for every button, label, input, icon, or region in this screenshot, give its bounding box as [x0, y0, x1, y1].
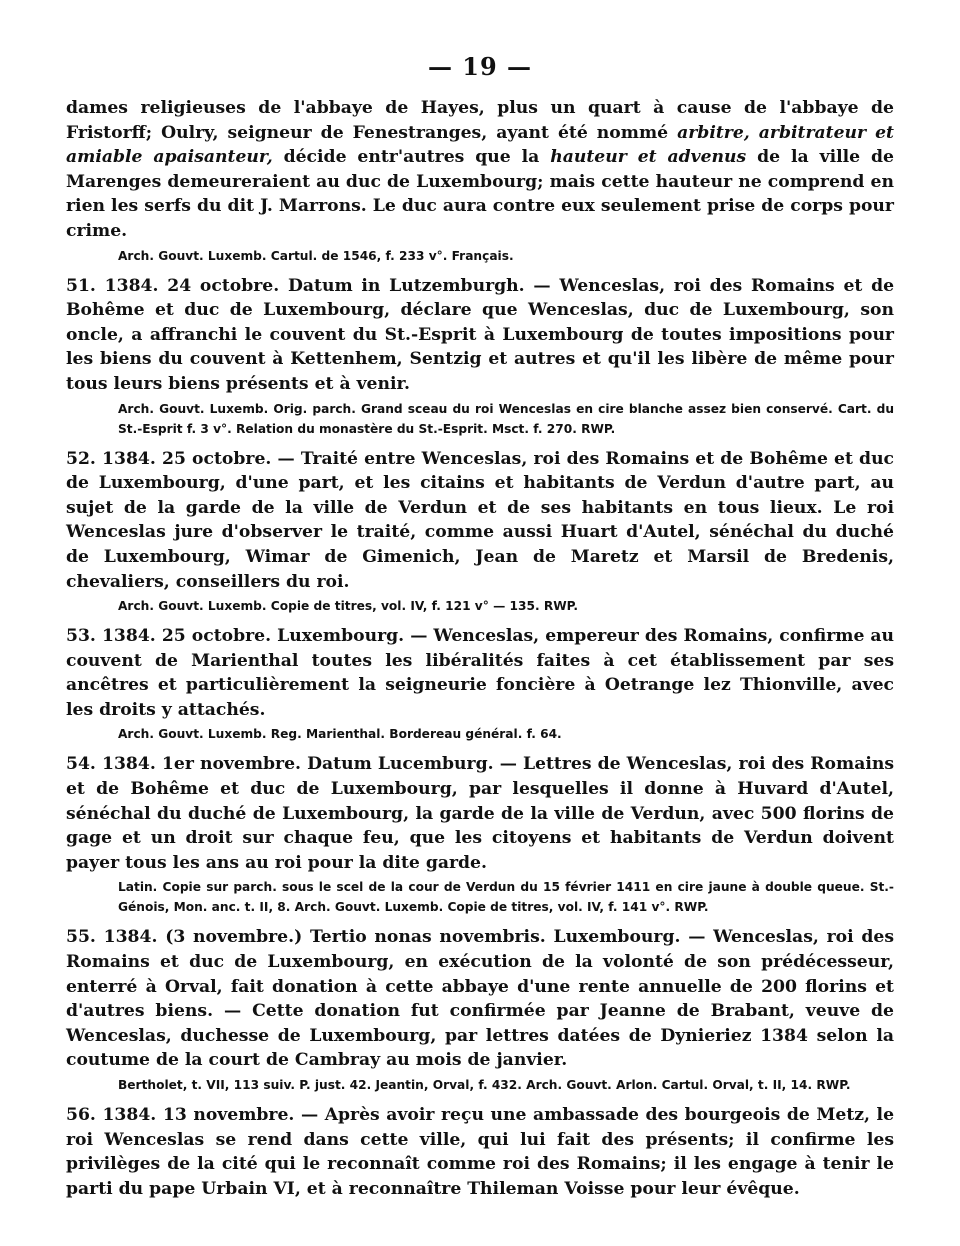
entry-number: 54.	[66, 754, 96, 775]
archive-reference: Arch. Gouvt. Luxemb. Cartul. de 1546, f. 233 v°. Français.	[118, 248, 514, 263]
entry-year: 1384.	[102, 754, 156, 775]
archive-reference: Bertholet, t. VII, 113 suiv. P. just. 42. Jeantin, Orval, f. 432. Arch. Gouvt. Arlon. Cartul. Orval, t. II, 14. RWP.	[118, 1078, 851, 1092]
entry-year: 1384.	[103, 927, 158, 948]
entry-text	[66, 752, 894, 875]
archive-reference: Arch. Gouvt. Luxemb. Orig. parch. Grand sceau du roi Wenceslas en cire blanche assez bien conservé. Cart. du St.-Esprit f. 3 v°. Relation du monastère du St.-Esprit. Msct. f. 270. RWP.	[118, 401, 894, 436]
entry-body: — Wenceslas, roi des Romains et de Bohême et duc de Luxembourg, déclare que Wenceslas, duc de Luxembourg, son oncle, a affranchi le couvent du St.-Esprit à Luxembourg de toutes impositions pour les biens du couvent à Kettenhem, Sentzig et autres et qu'il les libère de même pour tous leurs biens présents et à venir.	[66, 275, 895, 394]
entry-year: 1384.	[104, 275, 159, 296]
archive-reference: Arch. Gouvt. Luxemb. Copie de titres, vol. IV, f. 121 v° — 135. RWP.	[118, 599, 578, 614]
continuation-text	[66, 96, 894, 244]
entry-day: 25 octobre.	[161, 626, 272, 647]
entry-number: 55.	[66, 927, 96, 948]
entry-number: 53.	[66, 626, 96, 647]
text-segment: dames religieuses de l'abbaye de Hayes, plus un quart à cause de l'abbaye de Fristorff; Oulry, seigneur de Fenestranges, ayant été nommé	[66, 98, 894, 143]
regest-entry-54	[66, 752, 894, 917]
entry-text	[66, 1103, 894, 1201]
continuation-entry	[66, 96, 894, 266]
entry-text	[66, 447, 894, 595]
entry-text	[66, 624, 894, 722]
page-content	[66, 96, 894, 1201]
italic-segment: hauteur et advenus	[550, 147, 747, 168]
italic-segment: arbitre, arbitrateur et amiable apaisanteur,	[66, 122, 894, 168]
entry-place: Datum in Lutzemburgh.	[287, 275, 525, 296]
entry-day: (3 novembre.)	[165, 927, 303, 948]
entry-number: 56.	[66, 1105, 96, 1125]
entry-number: 51.	[66, 275, 96, 296]
entry-text	[66, 274, 894, 397]
entry-place: Luxembourg.	[277, 626, 405, 647]
entry-place: Datum Lucemburg.	[307, 754, 494, 775]
regest-entry-53	[66, 624, 894, 744]
text-segment: décide entr'autres que la	[272, 147, 551, 168]
regest-entry-56	[66, 1103, 894, 1201]
entry-day: 24 octobre.	[167, 275, 280, 296]
entry-body: — Wenceslas, roi des Romains et duc de Luxembourg, en exécution de la volonté de son prédécesseur, enterré à Orval, fait donation à cette abbaye d'une rente annuelle de 200 florins et d'autres biens. — Cette donation fut confirmée par Jeanne de Brabant, veuve de Wenceslas, duchesse de Luxembourg, par lettres datées de Dynieriez 1384 selon la coutume de la court de Cambray au mois de janvier.	[66, 927, 894, 1071]
entry-body: — Wenceslas, empereur des Romains, confirme au couvent de Marienthal toutes les libéralités faites à cet établissement par ses ancêtres et particulièrement la seigneurie foncière à Oetrange lez Thionville, avec les droits y attachés.	[66, 626, 895, 720]
entry-year: 1384.	[102, 1105, 157, 1125]
entry-year: 1384.	[101, 626, 156, 647]
entry-year: 1384.	[102, 448, 156, 469]
entry-day: 25 octobre.	[162, 448, 272, 469]
entry-day: 13 novembre.	[162, 1105, 295, 1125]
entry-number: 52.	[66, 448, 96, 469]
entry-body: — Traité entre Wenceslas, roi des Romains et de Bohême et duc de Luxembourg, d'une part, et les citains et habitants de Verdun d'autre part, au sujet de la garde de la ville de Verdun et de ses habitants en tous lieux. Le roi Wenceslas jure d'observer le traité, comme aussi Huart d'Autel, sénéchal du duché de Luxembourg, Wimar de Gimenich, Jean de Maretz et Marsil de Bredenis, chevaliers, conseillers du roi.	[66, 448, 895, 592]
regest-entry-55	[66, 925, 894, 1095]
entry-body: — Lettres de Wenceslas, roi des Romains et de Bohême et duc de Luxembourg, par lesquelles il donne à Huvard d'Autel, sénéchal du duché de Luxembourg, la garde de la ville de Verdun, avec 500 florins de gage et un droit sur chaque feu, que les citoyens et habitants de Verdun doivent payer tous les ans au roi pour la dite garde.	[66, 754, 895, 873]
archive-reference: Arch. Gouvt. Luxemb. Reg. Marienthal. Bordereau général. f. 64.	[118, 727, 562, 742]
entry-day: 1er novembre.	[161, 754, 302, 775]
entry-text	[66, 925, 894, 1073]
text-segment: de la ville de Marenges demeureraient au duc de Luxembourg; mais cette hauteur ne comprend en rien les serfs du dit J. Marrons. Le duc aura contre eux seulement prise de corps pour crime.	[66, 147, 894, 241]
regest-entry-52	[66, 447, 894, 617]
entry-body: — Après avoir reçu une ambassade des bourgeois de Metz, le roi Wenceslas se rend dans cette ville, qui lui fait des présents; il confirme les privilèges de la cité qui le reconnaît comme roi des Romains; il les engage à tenir le parti du pape Urbain VI, et à reconnaître Thileman Voisse pour leur évêque.	[66, 1105, 895, 1199]
entry-place: Tertio nonas novembris. Luxembourg.	[309, 927, 681, 948]
page-number: — 19 —	[427, 52, 533, 81]
archive-reference: Latin. Copie sur parch. sous le scel de la cour de Verdun du 15 février 1411 en cire jaune à double queue. St.-Génois, Mon. anc. t. II, 8. Arch. Gouvt. Luxemb. Copie de titres, vol. IV, f. 141 v°. RWP.	[118, 880, 894, 915]
regest-entry-51	[66, 274, 894, 439]
